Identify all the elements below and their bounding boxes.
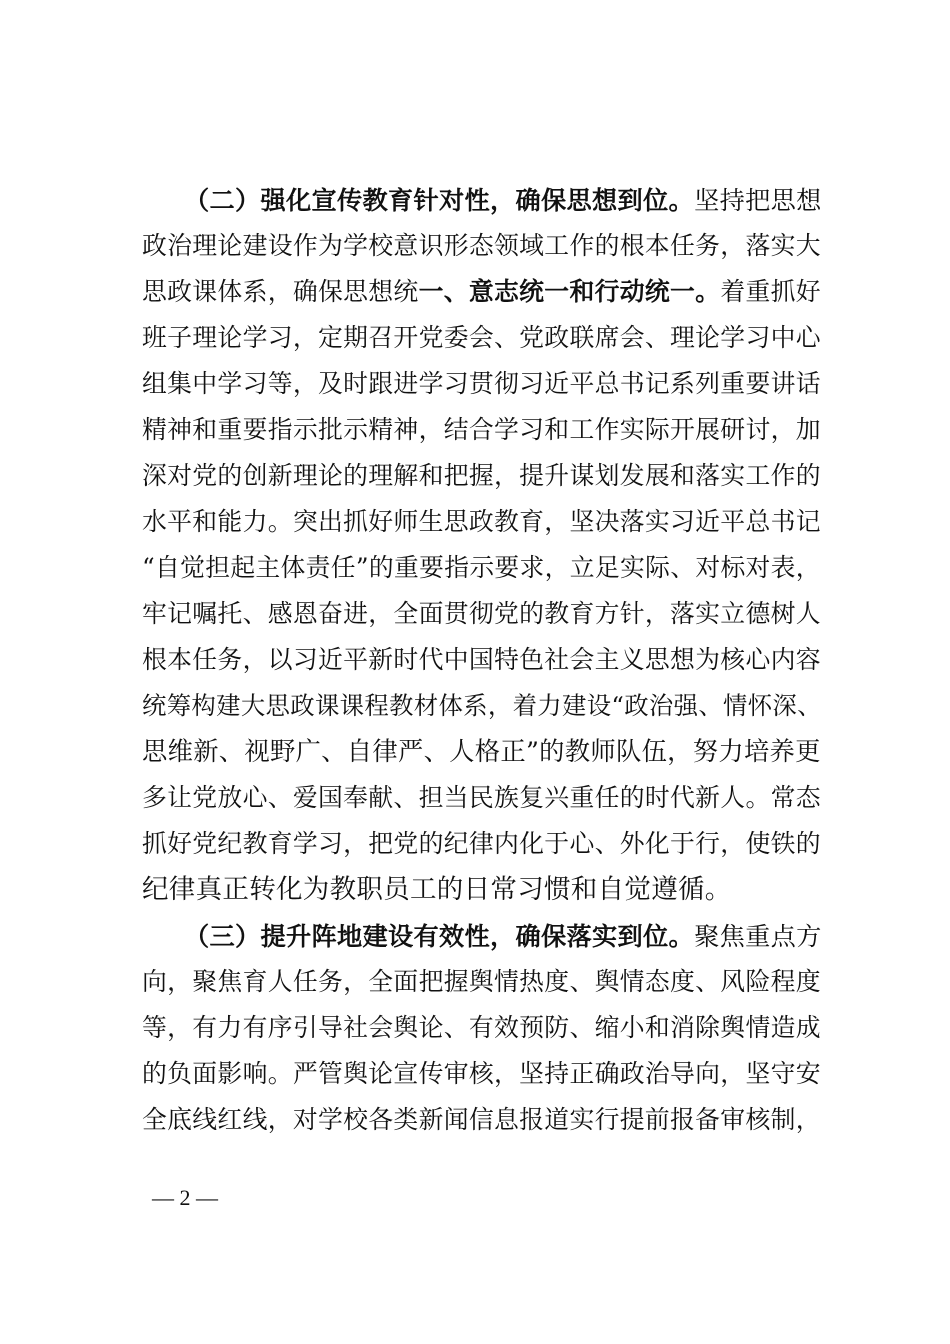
text-line: （二）强化宣传教育针对性，确保思想到位。坚持把思想 bbox=[184, 185, 822, 215]
text-line: 统筹构建大思政课课程教材体系，着力建设“政治强、情怀深、 bbox=[142, 691, 822, 720]
section-heading: （三）提升阵地建设有效性，确保落实到位。 bbox=[184, 921, 695, 951]
text-line: 全底线红线，对学校各类新闻信息报道实行提前报备审核制， bbox=[142, 1105, 821, 1134]
emphasis-text: 一、意志统一和行动统一。 bbox=[418, 277, 721, 306]
text-line: 深对党的创新理论的理解和把握，提升谋划发展和落实工作的 bbox=[142, 461, 821, 490]
text-line: 向，聚焦育人任务，全面把握舆情热度、舆情态度、风险程度 bbox=[142, 967, 821, 996]
text-line: 思政课体系，确保思想统一、意志统一和行动统一。着重抓好 bbox=[142, 277, 821, 306]
text-line: （三）提升阵地建设有效性，确保落实到位。聚焦重点方 bbox=[184, 921, 822, 951]
text-line: 思维新、视野广、自律严、人格正”的教师队伍，努力培养更 bbox=[142, 737, 821, 766]
text-line: 精神和重要指示批示精神，结合学习和工作实际开展研讨，加 bbox=[142, 415, 821, 444]
section-heading: （二）强化宣传教育针对性，确保思想到位。 bbox=[184, 185, 695, 215]
text-line: 组集中学习等，及时跟进学习贯彻习近平总书记系列重要讲话 bbox=[142, 369, 821, 398]
text-line: 纪律真正转化为教职员工的日常习惯和自觉遵循。 bbox=[142, 874, 732, 905]
page-number: — 2 — bbox=[152, 1185, 218, 1210]
text-line: 等，有力有序引导社会舆论、有效预防、缩小和消除舆情造成 bbox=[142, 1013, 821, 1042]
text-line: 水平和能力。突出抓好师生思政教育，坚决落实习近平总书记 bbox=[142, 507, 821, 536]
text-line: 抓好党纪教育学习，把党的纪律内化于心、外化于行，使铁的 bbox=[142, 829, 821, 858]
text-line: 根本任务，以习近平新时代中国特色社会主义思想为核心内容 bbox=[142, 645, 821, 674]
text-line: 政治理论建设作为学校意识形态领域工作的根本任务，落实大 bbox=[142, 231, 821, 260]
text-line: 的负面影响。严管舆论宣传审核，坚持正确政治导向，坚守安 bbox=[142, 1059, 821, 1088]
text-line: 班子理论学习，定期召开党委会、党政联席会、理论学习中心 bbox=[142, 323, 821, 352]
text-line: “自觉担起主体责任”的重要指示要求，立足实际、对标对表， bbox=[142, 553, 821, 582]
text-line: 牢记嘱托、感恩奋进，全面贯彻党的教育方针，落实立德树人 bbox=[142, 599, 821, 628]
text-line: 多让党放心、爱国奉献、担当民族复兴重任的时代新人。常态 bbox=[142, 783, 821, 812]
